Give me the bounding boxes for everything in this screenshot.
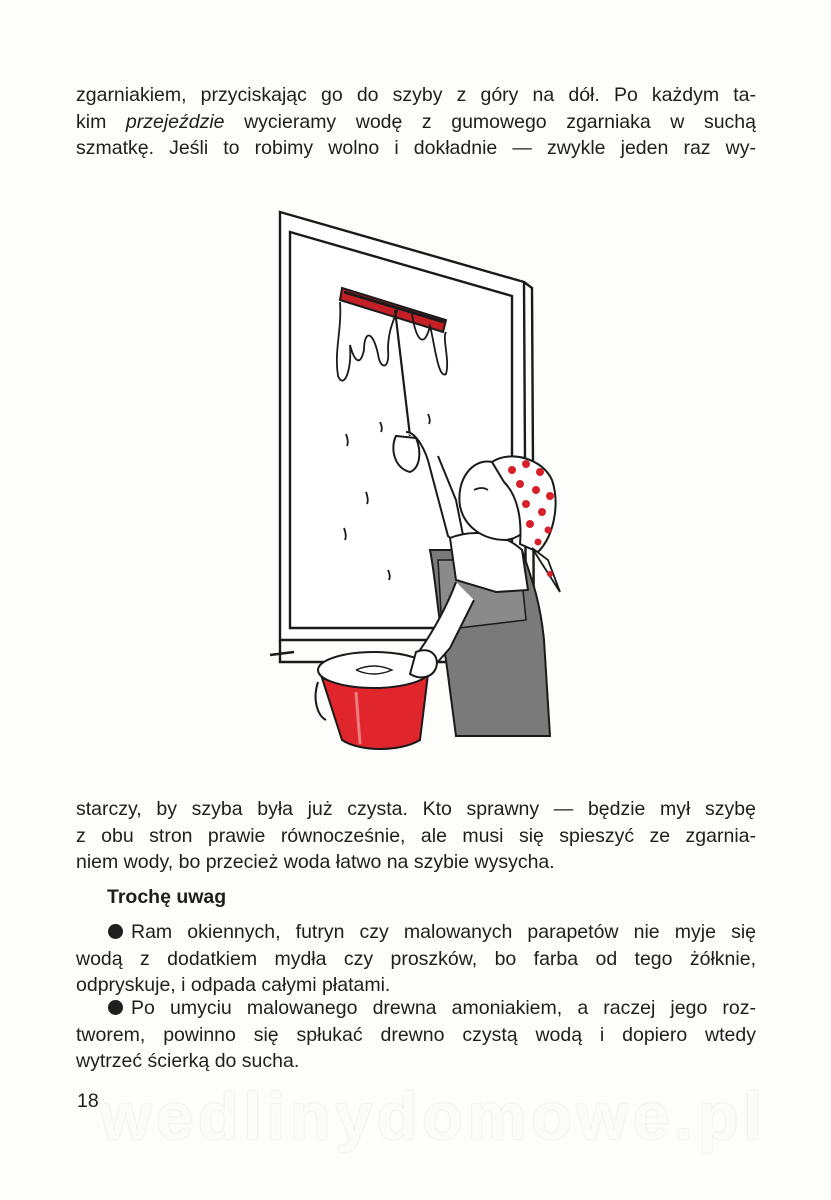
text-line [76, 995, 756, 1022]
bullet-icon [108, 1000, 123, 1015]
hand [410, 650, 437, 677]
text-line: zgarniakiem, przyciskając go do szyby z góry na dół. Po każdym ta- [76, 84, 756, 106]
section-heading: Trochę uwag [107, 886, 227, 908]
text-run: Po umyciu malowanego drewna amoniakiem, a raczej jego roz- [131, 997, 756, 1019]
paragraph-middle [76, 796, 756, 876]
text-line: niem wody, bo przecież woda łatwo na szybie wysycha. [76, 851, 555, 873]
text-run: kim [76, 110, 126, 133]
text-run: wycieramy wodę z gumowego zgarniaka w suchą [224, 110, 756, 133]
bullet-item [76, 995, 756, 1075]
text-line: wytrzeć ścierką do sucha. [76, 1050, 300, 1072]
bullet-icon [108, 924, 123, 939]
text-line [76, 919, 756, 946]
text-line: z obu stron prawie równocześnie, ale musi się spieszyć ze zgarnia- [76, 824, 756, 847]
text-line: szmatkę. Jeśli to robimy wolno i dokładnie — zwykle jeden raz wy- [76, 137, 756, 159]
text-line: tworem, powinno się spłukać drewno czystą wodą i dopiero wtedy [76, 1023, 756, 1046]
text-line [76, 109, 756, 136]
page-number: 18 [77, 1090, 99, 1112]
emphasized-word: przejeździe [125, 110, 225, 133]
paragraph-top [76, 82, 756, 162]
text-run: Ram okiennych, futryn czy malowanych parapetów nie myje się [131, 921, 756, 943]
woman-washing-window-illustration [260, 200, 570, 760]
watermark: wedlinydomowe.pl [100, 1079, 767, 1153]
text-line: starczy, by szyba była już czysta. Kto sprawny — będzie mył szybę [76, 798, 756, 820]
text-line: wodą z dodatkiem mydła czy proszków, bo farba od tego żółknie, [76, 947, 756, 970]
text-line: odpryskuje, i odpada całymi płatami. [76, 974, 391, 996]
bullet-item [76, 919, 756, 999]
